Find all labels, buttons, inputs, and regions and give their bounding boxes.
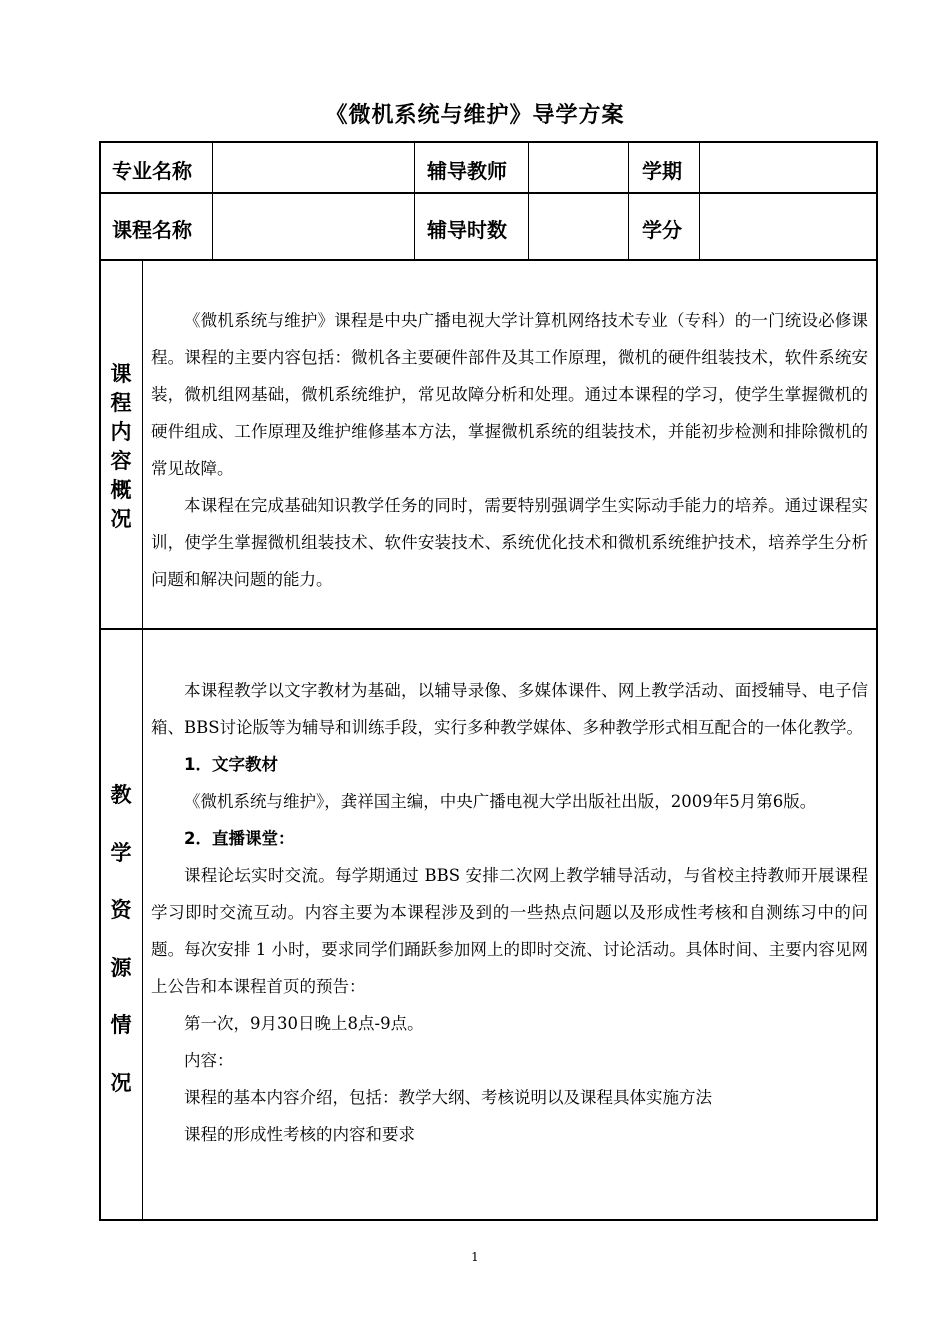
row-divider (99, 259, 878, 261)
first-session: 第一次，9月30日晚上8点-9点。 (184, 1014, 424, 1033)
live-class-description: 课程论坛实时交流。每学期通过 BBS 安排二次网上教学辅导活动，与省校主持教师开展课程学习即时交流互动。内容主要为本课程涉及到的一些热点问题以及形成性考核和自测练习中的问题。每次安排 1 小时，要求同学们踊跃参加网上的即时交流、讨论活动。具体时间、主要内容见网上公告和本课程首页的预告： (151, 866, 868, 996)
page-title: 《微机系统与维护》导学方案 (325, 103, 625, 128)
column-divider (212, 141, 213, 260)
overview-content (151, 302, 868, 598)
content-label: 内容： (184, 1051, 234, 1070)
row-divider (99, 192, 878, 194)
live-class-heading: 2．直播课堂： (184, 829, 295, 848)
term-label: 学期 (642, 159, 682, 183)
tutor-label: 辅导教师 (427, 159, 507, 183)
resources-content (151, 672, 868, 1153)
row-divider (99, 628, 878, 630)
textbook-info: 《微机系统与维护》，龚祥国主编，中央广播电视大学出版社出版，2009年5月第6版。 (184, 792, 817, 811)
content-item: 课程的基本内容介绍，包括：教学大纲、考核说明以及课程具体实施方法 (184, 1088, 712, 1107)
column-divider (628, 141, 629, 260)
credit-label: 学分 (642, 218, 682, 242)
content-item: 课程的形成性考核的内容和要求 (184, 1125, 415, 1144)
column-divider (528, 141, 529, 260)
resources-intro: 本课程教学以文字教材为基础，以辅导录像、多媒体课件、网上教学活动、面授辅导、电子信箱、BBS讨论版等为辅导和训练手段，实行多种教学媒体、多种教学形式相互配合的一体化教学。 (151, 681, 868, 737)
resources-side-label: 教 学 资 源 情 况 (110, 783, 132, 1095)
major-label: 专业名称 (112, 159, 192, 183)
page-number: 1 (471, 1250, 479, 1264)
overview-side-label: 课 程 内 容 概 况 (110, 362, 132, 531)
hours-label: 辅导时数 (427, 218, 507, 242)
textbook-heading: 1．文字教材 (184, 755, 278, 774)
course-label: 课程名称 (112, 218, 192, 242)
overview-paragraph: 本课程在完成基础知识教学任务的同时，需要特别强调学生实际动手能力的培养。通过课程实训，使学生掌握微机组装技术、软件安装技术、系统优化技术和微机系统维护技术，培养学生分析问题和解决问题的能力。 (151, 496, 868, 589)
column-divider (414, 141, 415, 260)
overview-paragraph: 《微机系统与维护》课程是中央广播电视大学计算机网络技术专业（专科）的一门统设必修课程。课程的主要内容包括：微机各主要硬件部件及其工作原理，微机的硬件组装技术，软件系统安装，微机组网基础，微机系统维护，常见故障分析和处理。通过本课程的学习，使学生掌握微机的硬件组成、工作原理及维护维修基本方法，掌握微机系统的组装技术，并能初步检测和排除微机的常见故障。 (151, 311, 868, 478)
column-divider (699, 141, 700, 260)
column-divider (142, 260, 143, 1220)
